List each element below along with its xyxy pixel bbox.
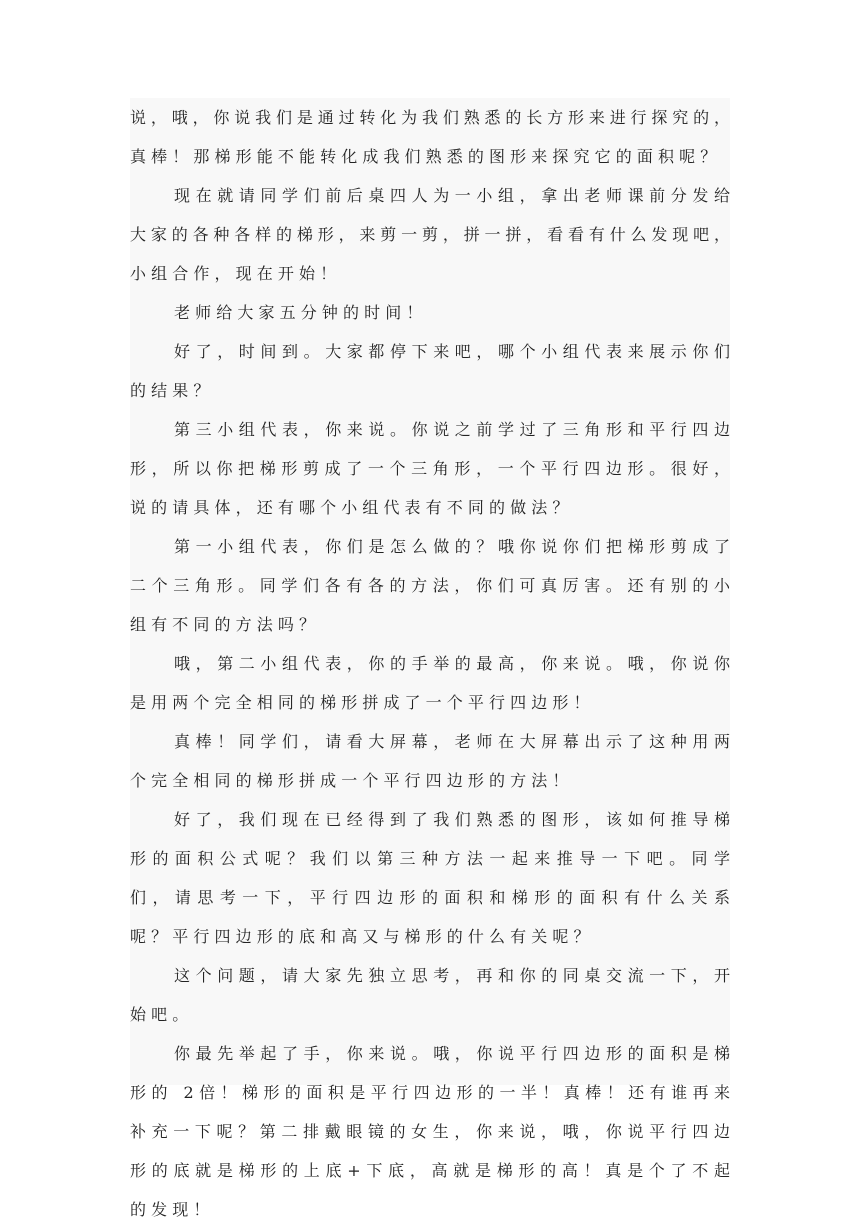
text-line: 是用两个完全相同的梯形拼成了一个平行四边形！ <box>130 693 595 712</box>
text-line: 们，请思考一下，平行四边形的面积和梯形的面积有什么关系 <box>130 888 730 907</box>
text-line: 好了，时间到。大家都停下来吧，哪个小组代表来展示你们 <box>174 342 730 361</box>
text-line: 小组合作，现在开始！ <box>130 264 342 283</box>
text-line: 呢？平行四边形的底和高又与梯形的什么有关呢？ <box>130 927 595 946</box>
text-line: 你最先举起了手，你来说。哦，你说平行四边形的面积是梯 <box>174 1044 730 1063</box>
text-line: 说，哦，你说我们是通过转化为我们熟悉的长方形来进行探究的， <box>130 108 730 127</box>
text-line: 形的面积公式呢？我们以第三种方法一起来推导一下吧。同学 <box>130 849 730 868</box>
text-line: 始吧。 <box>130 1005 194 1024</box>
document-body <box>130 98 730 1229</box>
text-line: 个完全相同的梯形拼成一个平行四边形的方法！ <box>130 771 574 790</box>
text-line: 补充一下呢？第二排戴眼镜的女生，你来说，哦，你说平行四边 <box>130 1122 730 1141</box>
text-line: 组有不同的方法吗？ <box>130 615 321 634</box>
text-line: 老师给大家五分钟的时间！ <box>174 303 428 322</box>
text-line: 的结果？ <box>130 381 215 400</box>
text-line: 形，所以你把梯形剪成了一个三角形，一个平行四边形。很好， <box>130 459 730 478</box>
text-line: 形的 2倍！梯形的面积是平行四边形的一半！真棒！还有谁再来 <box>130 1083 730 1102</box>
text-line: 真棒！那梯形能不能转化成我们熟悉的图形来探究它的面积呢？ <box>130 147 722 166</box>
text-line: 真棒！同学们，请看大屏幕，老师在大屏幕出示了这种用两 <box>174 732 730 751</box>
text-line: 哦，第二小组代表，你的手举的最高，你来说。哦，你说你 <box>174 654 730 673</box>
text-line: 说的请具体，还有哪个小组代表有不同的做法？ <box>130 498 574 517</box>
text-line: 形的底就是梯形的上底+下底，高就是梯形的高！真是个了不起 <box>130 1161 730 1180</box>
text-line: 好了，我们现在已经得到了我们熟悉的图形，该如何推导梯 <box>174 810 730 829</box>
text-line: 二个三角形。同学们各有各的方法，你们可真厉害。还有别的小 <box>130 576 730 595</box>
text-line: 第三小组代表，你来说。你说之前学过了三角形和平行四边 <box>174 420 730 439</box>
text-line: 这个问题，请大家先独立思考，再和你的同桌交流一下，开 <box>174 966 730 985</box>
text-line: 第一小组代表，你们是怎么做的？哦你说你们把梯形剪成了 <box>174 537 730 556</box>
text-line: 现在就请同学们前后桌四人为一小组，拿出老师课前分发给 <box>174 186 730 205</box>
text-line: 大家的各种各样的梯形，来剪一剪，拼一拼，看看有什么发现吧， <box>130 225 730 244</box>
text-line: 的发现！ <box>130 1200 215 1219</box>
